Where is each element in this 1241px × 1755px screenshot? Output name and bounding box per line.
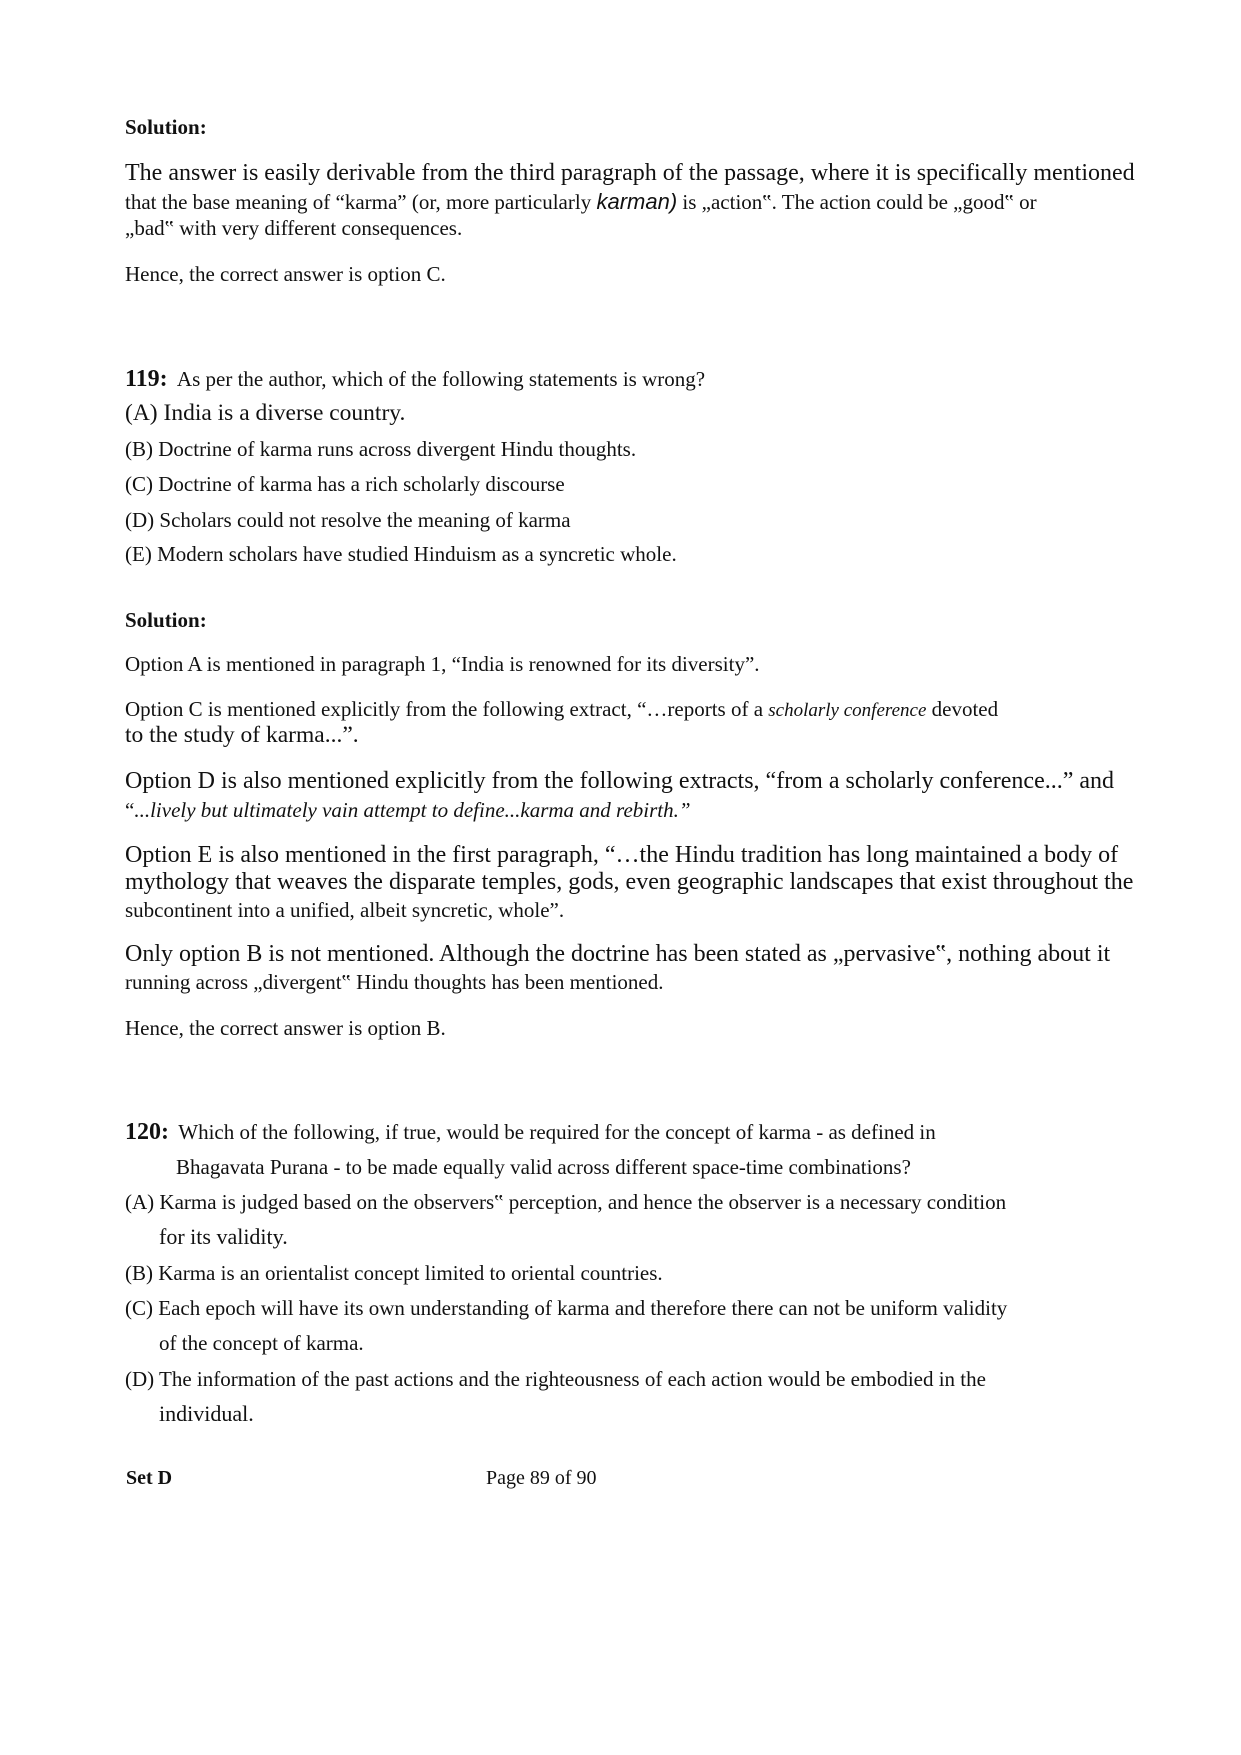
solution-2-option-b-line-1: Only option B is not mentioned. Although the doctrine has been stated as „pervasive‟, nothing about it — [125, 941, 1111, 967]
question-120-text-line-2: Bhagavata Purana - to be made equally valid across different space-time combinations? — [176, 1155, 911, 1179]
solution-2-option-c-emphasis: scholarly conference — [768, 700, 927, 721]
question-119 — [125, 366, 705, 393]
solution-2-option-b-line-2: running across „divergent‟ Hindu thoughts has been mentioned. — [125, 970, 664, 994]
solution-2-option-c-a: Option C is mentioned explicitly from the following extract, “…reports of a — [125, 697, 769, 721]
solution-2-option-c-line-1 — [125, 697, 998, 722]
solution-1-line-3: „bad‟ with very different consequences. — [125, 216, 463, 240]
question-120 — [125, 1119, 936, 1146]
q120-option-d-line-2: individual. — [159, 1401, 254, 1426]
solution-1-emphasis: karman) — [596, 189, 678, 214]
question-119-number: 119: — [125, 366, 168, 392]
solution-1-conclusion: Hence, the correct answer is option C. — [125, 262, 446, 286]
q119-option-e: (E) Modern scholars have studied Hinduism as a syncretic whole. — [125, 542, 677, 566]
solution-1-line-2-b: is „action‟. The action could be „good‟ or — [677, 190, 1037, 214]
q120-option-d-line-1: (D) The information of the past actions and the righteousness of each action would be embodied in the — [125, 1367, 986, 1391]
solution-2-option-e-line-1: Option E is also mentioned in the first paragraph, “…the Hindu tradition has long maintained a body of — [125, 842, 1119, 868]
solution-2-option-d-line-1: Option D is also mentioned explicitly from the following extracts, “from a scholarly conference...” and — [125, 768, 1115, 794]
footer-page-number: Page 89 of 90 — [486, 1467, 597, 1489]
question-120-text-line-1: Which of the following, if true, would be required for the concept of karma - as defined in — [178, 1120, 936, 1144]
solution-2-option-d-quote: “ — [125, 798, 135, 822]
solution-1-line-1: The answer is easily derivable from the third paragraph of the passage, where it is specifically mentioned — [125, 160, 1135, 186]
q120-option-b: (B) Karma is an orientalist concept limited to oriental countries. — [125, 1261, 663, 1285]
solution-2-option-c-line-2: to the study of karma...”. — [125, 722, 359, 748]
q120-option-a-line-1: (A) Karma is judged based on the observers‟ perception, and hence the observer is a necessary condition — [125, 1190, 1007, 1214]
solution-1-line-2-a: that the base meaning of “karma” (or, more particularly — [125, 190, 597, 214]
solution-2-option-a: Option A is mentioned in paragraph 1, “India is renowned for its diversity”. — [125, 652, 760, 676]
solution-2-conclusion: Hence, the correct answer is option B. — [125, 1016, 446, 1040]
solution-2-option-d-line-2 — [125, 798, 691, 823]
q120-option-a-line-2: for its validity. — [159, 1224, 288, 1249]
solution-heading-2: Solution: — [125, 608, 207, 632]
solution-2-option-e-line-2: mythology that weaves the disparate temples, gods, even geographic landscapes that exist throughout the — [125, 869, 1134, 895]
q120-option-c-line-1: (C) Each epoch will have its own understanding of karma and therefore there can not be uniform validity — [125, 1296, 1008, 1320]
footer-set-label: Set D — [126, 1467, 173, 1489]
solution-1-line-2 — [125, 189, 1037, 215]
q119-option-c: (C) Doctrine of karma has a rich scholarly discourse — [125, 472, 565, 496]
question-120-number: 120: — [125, 1119, 169, 1145]
q119-option-a: (A) India is a diverse country. — [125, 400, 406, 426]
q119-option-b: (B) Doctrine of karma runs across divergent Hindu thoughts. — [125, 437, 637, 461]
solution-2-option-d-emphasis: ...lively but ultimately vain attempt to define...karma and rebirth.” — [134, 798, 691, 822]
q120-option-c-line-2: of the concept of karma. — [159, 1331, 364, 1355]
solution-2-option-e-line-3: subcontinent into a unified, albeit syncretic, whole”. — [125, 898, 565, 922]
solution-heading-1: Solution: — [125, 115, 207, 139]
question-119-text: As per the author, which of the following statements is wrong? — [176, 367, 706, 391]
solution-2-option-c-b: devoted — [926, 697, 999, 721]
q119-option-d: (D) Scholars could not resolve the meaning of karma — [125, 508, 571, 532]
